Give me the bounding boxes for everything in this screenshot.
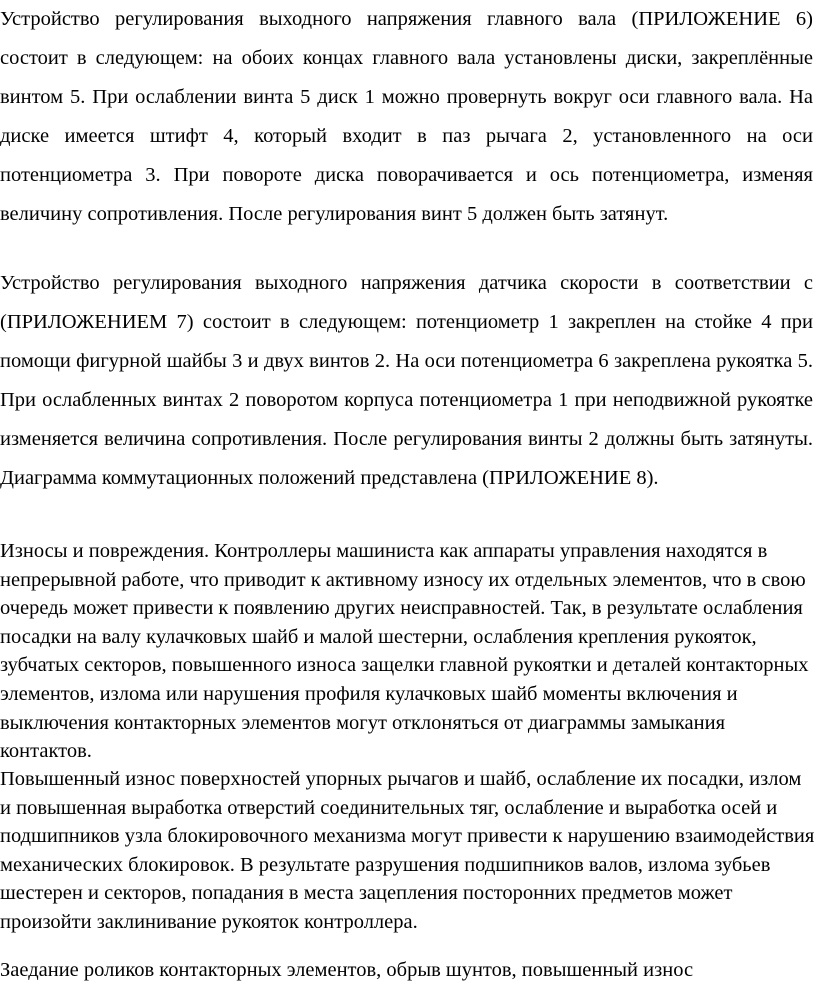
- paragraph-speed-sensor-regulation: Устройство регулирования выходного напряжения датчика скорости в соответствии с (ПРИЛОЖЕНИЕМ 7) состоит в следующем: потенциометр 1 закреплен на стойке 4 при помощи фигурной шайбы 3 и двух винтов 2. На оси потенциометра 6 закреплена рукоятка 5. При ослабленных винтах 2 поворотом корпуса потенциометра 1 при неподвижной рукоятке изменяется величина сопротивления. После регулирования винты 2 должны быть затянуты. Диаграмма коммутационных положений представлена (ПРИЛОЖЕНИЕ 8).: [0, 272, 813, 489]
- paragraph-contactor-rollers: Заедание роликов контакторных элементов, обрыв шунтов, повышенный износ: [0, 959, 694, 981]
- paragraph-blocking-mechanism-wear: Повышенный износ поверхностей упорных рычагов и шайб, ослабление их посадки, излом и повышенная выработка отверстий соединительных тяг, ослабление и выработка осей и подшипников узла блокировочного механизма могут привести к нарушению взаимодействия механических блокировок. В результате разрушения подшипников валов, излома зубьев шестерен и секторов, попадания в места зацепления посторонних предметов может произойти заклинивание рукояток контроллера.: [0, 768, 815, 933]
- paragraph-main-shaft-regulation: Устройство регулирования выходного напряжения главного вала (ПРИЛОЖЕНИЕ 6) состоит в следующем: на обоих концах главного вала установлены диски, закреплённые винтом 5. При ослаблении винта 5 диск 1 можно провернуть вокруг оси главного вала. На диске имеется штифт 4, который входит в паз рычага 2, установленного на оси потенциометра 3. При повороте диска поворачивается и ось потенциометра, изменяя величину сопротивления. После регулирования винт 5 должен быть затянут.: [0, 8, 813, 225]
- paragraph-wear-and-damage: Износы и повреждения. Контроллеры машиниста как аппараты управления находятся в непрерывной работе, что приводит к активному износу их отдельных элементов, что в свою очередь может привести к появлению других неисправностей. Так, в результате ослабления посадки на валу кулачковых шайб и малой шестерни, ослабления крепления рукояток, зубчатых секторов, повышенного износа защелки главной рукоятки и деталей контакторных элементов, излома или нарушения профиля кулачковых шайб моменты включения и выключения контакторных элементов могут отклоняться от диаграммы замыкания контактов.: [0, 540, 809, 763]
